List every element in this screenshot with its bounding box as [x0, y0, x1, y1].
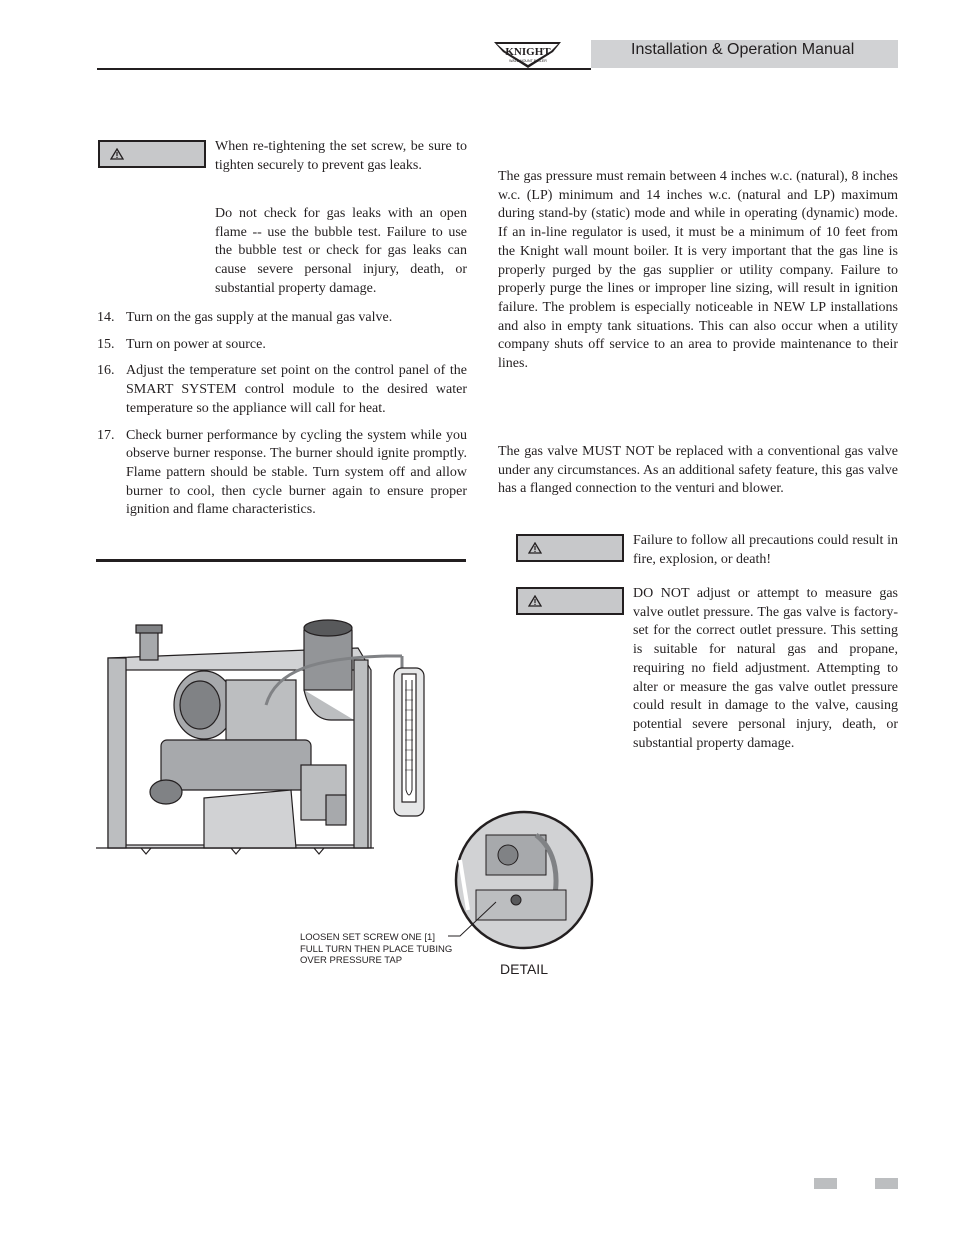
warning-2-text: Failure to follow all precautions could result in fire, explosion, or death!	[633, 533, 898, 567]
warning-triangle-icon	[528, 595, 542, 607]
step-item: 16. Adjust the temperature set point on the control panel of the SMART SYSTEM control module to the desired water temperature so the appliance will call for heat.	[97, 363, 467, 416]
warning-box-3	[516, 587, 624, 615]
warning-box-1	[98, 140, 206, 168]
gas-pressure-paragraph: The gas pressure must remain between 4 inches w.c. (natural), 8 inches w.c. (LP) minimum and 14 inches w.c. (natural and LP) maximum during stand-by (static) mode and while in operating (dynamic) mode. If an in-line regulator is used, it must be a minimum of 10 feet from the Knight wall mount boiler. It is very important that the gas line is properly purged by the gas supplier or utility company. Failure to properly purge the lines or improper line sizing, will result in ignition failure. The problem is especially noticeable in NEW LP installations and also in empty tank situations. This can also occur when a utility company shuts off service to an area to provide maintenance to their lines.	[498, 169, 898, 372]
step-item: 15. Turn on power at source.	[97, 336, 266, 352]
warning-box-2	[516, 534, 624, 562]
detail-label: DETAIL	[500, 961, 548, 977]
svg-text:WALL MOUNT BOILER: WALL MOUNT BOILER	[509, 59, 547, 63]
manual-title: Installation & Operation Manual	[631, 41, 855, 58]
warning-1-text-a: When re-tightening the set screw, be sure to tighten securely to prevent gas leaks.	[215, 139, 467, 173]
knight-logo	[493, 40, 563, 70]
warning-3-text: DO NOT adjust or attempt to measure gas valve outlet pressure. The gas valve is factory-set for the correct outlet pressure. This setting is suitable for natural gas and propane, requiring no field adjustment. Attempting to alter or measure the gas valve outlet pressure could result in damage to the valve, causing potential severe personal injury, death, or substantial property damage.	[633, 586, 898, 751]
step-item: 17. Check burner performance by cycling the system while you observe burner response. The burner should ignite promptly. Flame pattern should be stable. Turn system off and allow burner to cool, then cycle burner again to ensure proper ignition and flame characteristics.	[97, 427, 467, 518]
boiler-manometer-illustration	[96, 610, 636, 970]
warning-1-text-b: Do not check for gas leaks with an open flame -- use the bubble test. Failure to use the bubble test or check for gas leaks can cause severe personal injury, death, or substantial property damage.	[215, 206, 467, 296]
svg-text:KNIGHT: KNIGHT	[505, 46, 551, 58]
warning-triangle-icon	[110, 148, 124, 160]
procedure-steps	[97, 309, 467, 528]
section-rule-left	[96, 559, 466, 562]
set-screw-callout: LOOSEN SET SCREW ONE [1] FULL TURN THEN PLACE TUBING OVER PRESSURE TAP	[300, 932, 453, 966]
footer-tab-left	[814, 1178, 837, 1189]
warning-triangle-icon	[528, 542, 542, 554]
footer-tab-right	[875, 1178, 898, 1189]
gas-valve-paragraph: The gas valve MUST NOT be replaced with a conventional gas valve under any circumstances. As an additional safety feature, this gas valve has a flanged connection to the venturi and blower.	[498, 444, 898, 497]
step-item: 14. Turn on the gas supply at the manual gas valve.	[97, 310, 393, 325]
